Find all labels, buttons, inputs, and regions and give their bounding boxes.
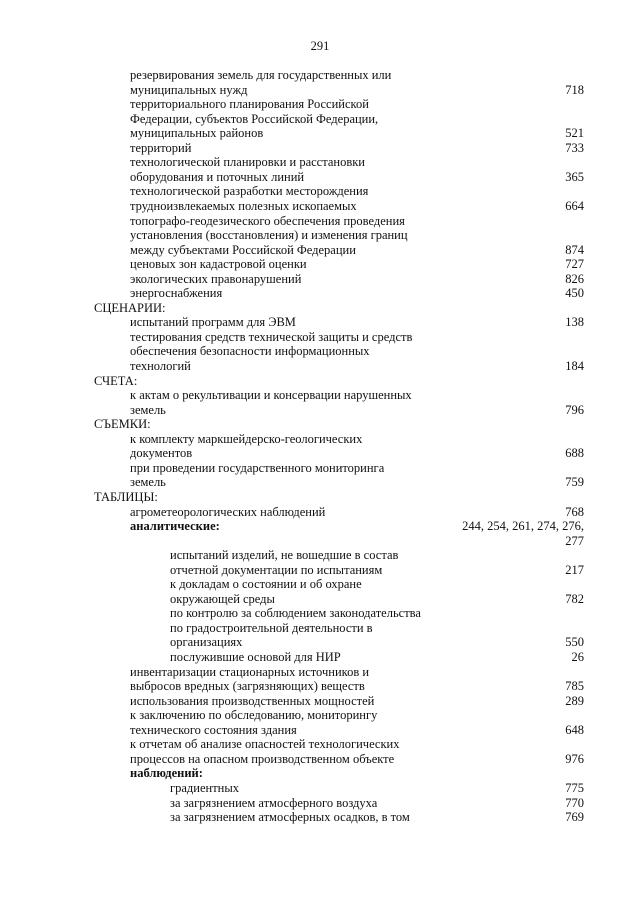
index-entry: испытаний изделий, не вошедшие в состав [170,548,399,563]
index-entry: испытаний программ для ЭВМ [130,315,296,330]
index-entry: за загрязнением атмосферных осадков, в том [170,810,410,825]
index-entry: документов [130,446,193,461]
page-reference: 648 [565,722,584,737]
page-reference: 826 [565,271,584,286]
index-entry: к заключению по обследованию, мониторингу [130,708,378,723]
index-heading: СЪЕМКИ: [94,417,151,432]
index-entry: оборудования и поточных линий [130,169,305,184]
index-entry: территорий [130,140,192,155]
index-entry: муниципальных нужд [130,82,248,97]
index-entry: процессов на опасном производственном объекте [130,751,395,766]
index-entry: территориального планирования Российской [130,97,369,112]
index-entry: Федерации, субъектов Российской Федерации, [130,111,379,126]
page-reference: 733 [565,140,584,155]
page-reference: 521 [565,126,584,141]
page-reference: 874 [565,242,584,257]
index-entry: аналитические: [130,519,220,534]
index-entry: ценовых зон кадастровой оценки [130,257,307,272]
index-entry: окружающей среды [170,591,275,606]
page-reference: 759 [565,475,584,490]
page-reference: 184 [565,359,584,373]
page-reference: 775 [565,780,584,795]
index-entry: к актам о рекультивации и консервации нарушенных [130,388,412,403]
page-reference: 796 [565,402,584,417]
page-reference: 138 [565,315,584,330]
index-entry: инвентаризации стационарных источников и [130,664,370,679]
index-entry: послужившие основой для НИР [170,650,341,664]
index-entry: тестирования средств технической защиты и средств [130,329,413,344]
index-entry: резервирования земель для государственных или [130,68,392,82]
index-entry: муниципальных районов [130,126,264,141]
page-reference: 550 [565,635,584,650]
index-entry: градиентных [170,780,240,795]
page-reference: 26 [571,650,584,664]
index-entry: к докладам о состоянии и об охране [170,577,362,592]
page-reference: 450 [565,286,584,301]
index-entry: отчетной документации по испытаниям [170,562,383,577]
index-entry: по градостроительной деятельности в [170,620,373,635]
index-entry: экологических правонарушений [130,271,302,286]
page-reference: 664 [565,198,584,213]
page-reference: 768 [565,504,584,519]
index-entry: по контролю за соблюдением законодательства [170,606,421,621]
index-entry: при проведении государственного мониторинга [130,460,385,475]
page-reference: 976 [565,751,584,766]
index-entry: наблюдений: [130,766,203,781]
index-entry: трудноизвлекаемых полезных ископаемых [130,198,357,213]
index-entry: земель [130,402,166,417]
page-reference: 244, 254, 261, 274, 276, [462,519,584,534]
index-entry: к комплекту маркшейдерско-геологических [130,431,363,446]
index-entry: энергоснабжения [130,286,223,301]
index-entry: использования производственных мощностей [130,693,375,708]
page-reference: 782 [565,591,584,606]
index-heading: СЧЕТА: [94,373,138,388]
index-entry: топографо-геодезического обеспечения проведения [130,213,405,228]
page-reference: 688 [565,446,584,461]
index-heading: СЦЕНАРИИ: [94,300,166,315]
index-entry: организациях [170,635,243,650]
page-reference: 769 [565,810,584,825]
page-reference: 365 [565,169,584,184]
index-entry: выбросов вредных (загрязняющих) веществ [130,679,365,694]
index-entry: за загрязнением атмосферного воздуха [170,795,378,810]
page-reference: 727 [565,257,584,272]
page-reference: 770 [565,795,584,810]
page-reference: 217 [565,562,584,577]
page-reference: 718 [565,82,584,97]
index-entry: к отчетам об анализе опасностей технологических [130,737,400,752]
index-entry: между субъектами Российской Федерации [130,242,356,257]
index-entry: земель [130,475,166,490]
page-reference: 277 [565,533,584,548]
index-entry: технологической разработки месторождения [130,184,369,199]
index-entry: установления (восстановления) и изменения границ [130,228,408,243]
index-entry: агрометеорологических наблюдений [130,504,326,519]
index-entry: технического состояния здания [130,722,297,737]
index-entry: технологической планировки и расстановки [130,155,365,170]
index-entry: обеспечения безопасности информационных [130,344,370,359]
page-reference: 289 [565,693,584,708]
page-number: 291 [310,39,330,53]
index-entry: технологий [130,359,191,373]
page-reference: 785 [565,679,584,694]
index-heading: ТАБЛИЦЫ: [94,489,158,504]
